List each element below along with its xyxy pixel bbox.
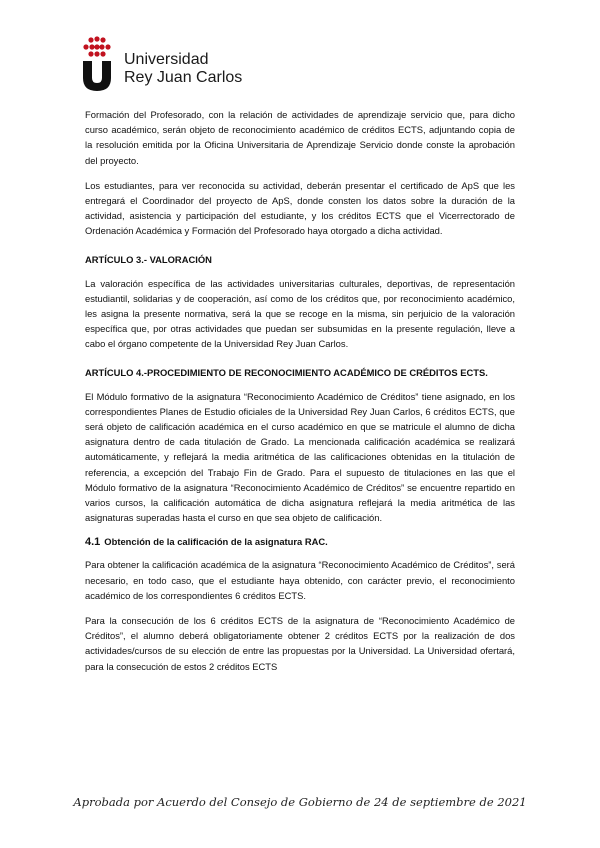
paragraph-valuation: La valoración específica de las actividades universitarias culturales, deportivas, de representación estudiantil, solidarias y de cooperación, así como de los créditos que, por reconocimiento académico, les asigna la presente normativa, será la que se recoge en la misma, sin perjuicio de la valoración específica que, por otras actividades que puedan ser subsumidas en la presente regulación, lleve a cabo el órgano competente de la Universidad Rey Juan Carlos. — [85, 277, 515, 350]
paragraph-rac-credits: Para la consecución de los 6 créditos ECTS de la asignatura de “Reconocimiento Académico de Créditos”, el alumno deberá obligatoriamente obtener 2 créditos ECTS por la realización de dos actividades/cursos de su elección de entre las propuestas por la Universidad. La Universidad ofertará, para la consecución de estos 2 créditos ECTS — [85, 615, 515, 672]
section-title: Obtención de la calificación de la asignatura RAC. — [104, 536, 328, 548]
heading-section-4-1 — [85, 535, 515, 549]
footer-approval-note: Aprobada por Acuerdo del Consejo de Gobierno de 24 de septiembre de 2021 — [73, 795, 527, 809]
heading-article-3: ARTÍCULO 3.- VALORACIÓN — [85, 253, 212, 265]
paragraph-rac-module: El Módulo formativo de la asignatura “Reconocimiento Académico de Créditos” tiene asignado, en los correspondientes Planes de Estudio oficiales de la Universidad Rey Juan Carlos, 6 créditos ECTS, que será objeto de calificación académica en el curso académico en que se matricule el alumno de dicha asignatura dentro de cada titulación de Grado. La mencionada calificación académica se realizará automáticamente, y reflejará la media aritmética de las calificaciones obtenidas en la titulación de referencia, a excepción del Trabajo Fin de Grado. Para el supuesto de titulaciones en las que el Módulo formativo de la asignatura “Reconocimiento Académico de Créditos” se encuentre repartido en varios cursos, la calificación automática de dicha asignatura reflejará la media aritmética de las asignaturas superadas hasta el curso en que sea objeto de calificación. — [85, 390, 515, 524]
heading-article-4: ARTÍCULO 4.-PROCEDIMIENTO DE RECONOCIMIENTO ACADÉMICO DE CRÉDITOS ECTS. — [85, 366, 488, 378]
university-name-line2: Rey Juan Carlos — [124, 69, 243, 86]
section-number: 4.1 — [85, 536, 101, 549]
paragraph-aps-students: Los estudiantes, para ver reconocida su actividad, deberán presentar el certificado de ApS que les entregará el Coordinador del proyecto de ApS, donde consten los datos sobre la duración de la actividad, asistencia y participación del estudiante, y los créditos ECTS que el Vicerrectorado de Ordenación Académica y Formación del Profesorado haya otorgado a dicha actividad. — [85, 179, 515, 237]
university-name-line1: Universidad — [124, 51, 209, 68]
university-emblem-icon — [80, 36, 114, 92]
document-body — [85, 107, 515, 684]
paragraph-rac-grade: Para obtener la calificación académica de la asignatura “Reconocimiento Académico de Créditos”, será necesario, en todo caso, que el estudiante haya obtenido, con carácter previo, el reconocimiento académico de los correspondientes 6 créditos ECTS. — [85, 559, 515, 601]
paragraph-aps-certificate-intro: Formación del Profesorado, con la relación de actividades de aprendizaje servicio que, para dicho curso académico, serán objeto de reconocimiento académico de créditos ECTS, adjuntando copia de la resolución emitida por la Oficina Universitaria de Aprendizaje Servicio donde conste la aprobación del proyecto. — [85, 109, 515, 166]
